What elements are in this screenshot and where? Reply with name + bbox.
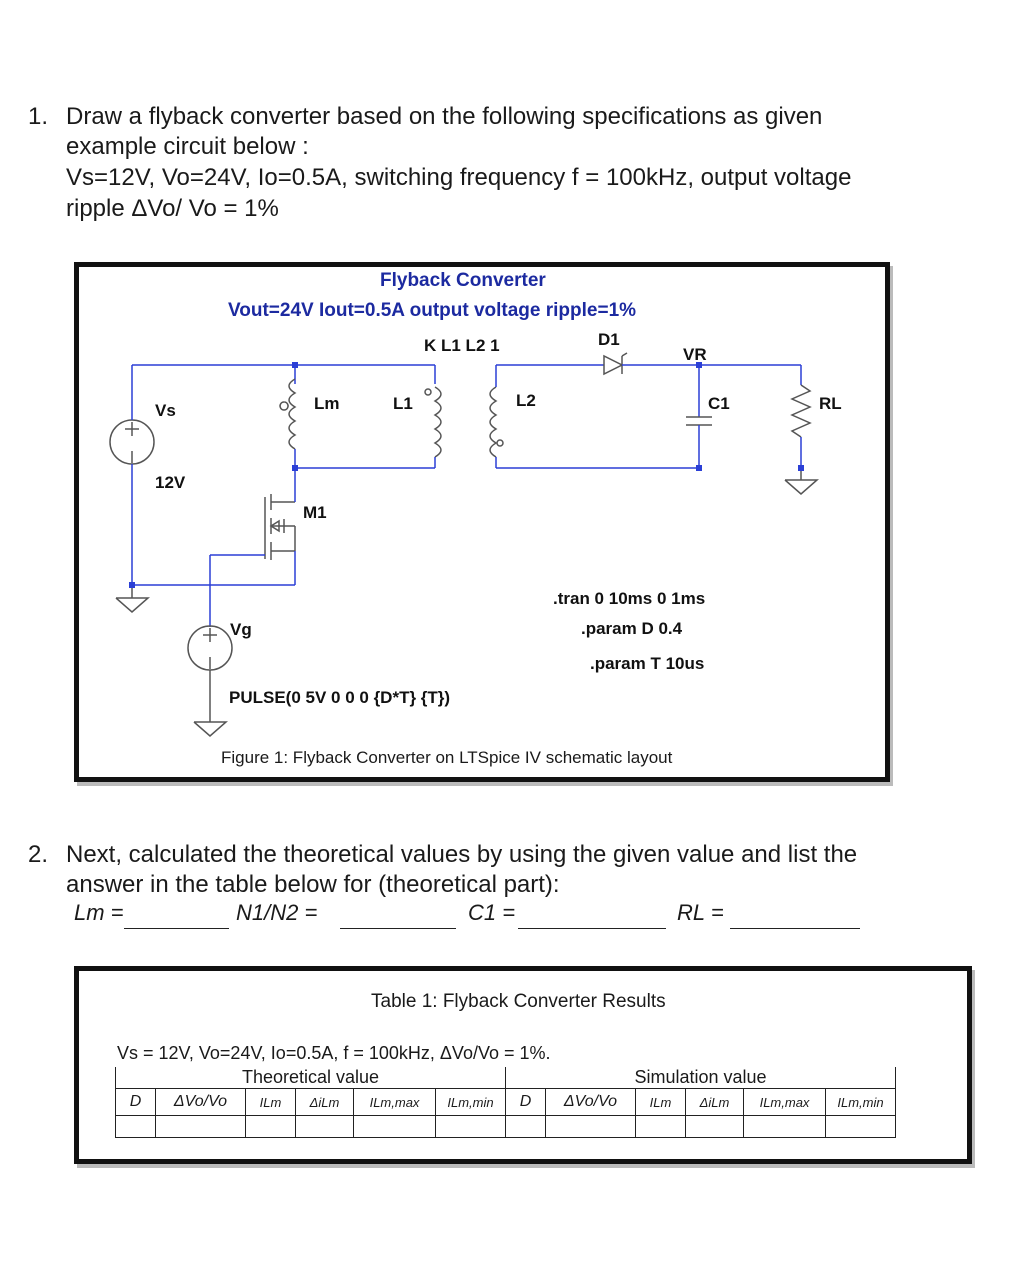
m1-mosfet-symbol <box>265 494 295 560</box>
schematic-subtitle: Vout=24V Iout=0.5A output voltage ripple=1% <box>228 300 637 321</box>
figure-1-caption: Figure 1: Flyback Converter on LTSpice IV schematic layout <box>221 748 673 767</box>
col-header: ILm,max <box>744 1089 826 1116</box>
col-header: ILm,min <box>826 1089 896 1116</box>
label-l1: L1 <box>393 394 413 413</box>
directive-param-t: .param T 10us <box>590 654 705 673</box>
answer-blank-lm[interactable] <box>124 928 229 929</box>
label-12v: 12V <box>155 473 186 492</box>
table-cell[interactable] <box>686 1116 744 1138</box>
schematic-title: Flyback Converter <box>380 270 546 291</box>
coupling-directive: K L1 L2 1 <box>424 336 500 355</box>
answer-label-lm: Lm = <box>74 900 124 925</box>
table-row <box>116 1116 896 1138</box>
question-1-line-2: example circuit below : <box>66 133 309 160</box>
answer-label-turns-ratio: N1/N2 = <box>236 900 318 925</box>
table-cell[interactable] <box>744 1116 826 1138</box>
rl-resistor-symbol <box>792 385 810 437</box>
question-1-line-4: ripple ΔVo/ Vo = 1% <box>66 195 279 222</box>
table-cell[interactable] <box>156 1116 246 1138</box>
question-2 <box>28 840 1008 902</box>
col-header: ΔVo/Vo <box>156 1089 246 1116</box>
question-1 <box>28 102 1008 226</box>
table-1-conditions: Vs = 12V, Vo=24V, Io=0.5A, f = 100kHz, ΔVo/Vo = 1%. <box>117 1043 551 1063</box>
label-rl: RL <box>819 394 842 413</box>
label-vr: VR <box>683 345 707 364</box>
col-header: D <box>116 1089 156 1116</box>
table-cell[interactable] <box>826 1116 896 1138</box>
question-2-line-2: answer in the table below for (theoretical part): <box>66 871 560 898</box>
table-cell[interactable] <box>296 1116 354 1138</box>
l1-inductor-symbol <box>435 387 441 457</box>
table-cell[interactable] <box>636 1116 686 1138</box>
vs-source-symbol <box>110 365 154 612</box>
col-header: ΔVo/Vo <box>546 1089 636 1116</box>
directive-tran: .tran 0 10ms 0 1ms <box>553 589 706 608</box>
label-d1: D1 <box>598 330 620 349</box>
col-header: ΔiLm <box>296 1089 354 1116</box>
d1-diode-symbol <box>604 353 627 374</box>
figure-1-schematic <box>74 262 890 782</box>
table-cell[interactable] <box>436 1116 506 1138</box>
group-header-simulation: Simulation value <box>506 1067 896 1089</box>
col-header: ILm <box>246 1089 296 1116</box>
pulse-source-value: PULSE(0 5V 0 0 0 {D*T} {T}) <box>229 688 451 707</box>
table-cell[interactable] <box>546 1116 636 1138</box>
table-cell[interactable] <box>246 1116 296 1138</box>
answer-blank-rl[interactable] <box>730 928 860 929</box>
l2-inductor-symbol <box>490 387 496 457</box>
question-1-line-1: Draw a flyback converter based on the following specifications as given <box>66 103 823 130</box>
question-1-line-3: Vs=12V, Vo=24V, Io=0.5A, switching frequency f = 100kHz, output voltage <box>66 164 852 191</box>
label-lm: Lm <box>314 394 340 413</box>
directive-param-d: .param D 0.4 <box>581 619 683 638</box>
col-header: ILm,max <box>354 1089 436 1116</box>
table-1-box <box>74 966 972 1164</box>
label-l2: L2 <box>516 391 536 410</box>
table-cell[interactable] <box>116 1116 156 1138</box>
answer-blank-turns-ratio[interactable] <box>340 928 456 929</box>
col-header: ΔiLm <box>686 1089 744 1116</box>
question-2-number: 2. <box>28 841 49 868</box>
label-c1: C1 <box>708 394 730 413</box>
question-1-number: 1. <box>28 103 49 130</box>
group-header-theoretical: Theoretical value <box>116 1067 506 1089</box>
label-vg: Vg <box>230 620 252 639</box>
table-cell[interactable] <box>354 1116 436 1138</box>
table-cell[interactable] <box>506 1116 546 1138</box>
c1-capacitor-symbol <box>686 417 712 425</box>
answer-blank-c1[interactable] <box>518 928 666 929</box>
label-vs: Vs <box>155 401 176 420</box>
vg-source-symbol <box>188 626 232 736</box>
answer-label-rl: RL = <box>677 900 724 925</box>
question-2-line-1: Next, calculated the theoretical values by using the given value and list the <box>66 841 858 868</box>
col-header: D <box>506 1089 546 1116</box>
results-table <box>115 1067 896 1138</box>
answer-label-c1: C1 = <box>468 900 516 925</box>
col-header: ILm <box>636 1089 686 1116</box>
lm-inductor-symbol <box>289 379 295 449</box>
label-m1: M1 <box>303 503 327 522</box>
col-header: ILm,min <box>436 1089 506 1116</box>
table-1-title: Table 1: Flyback Converter Results <box>371 991 666 1012</box>
